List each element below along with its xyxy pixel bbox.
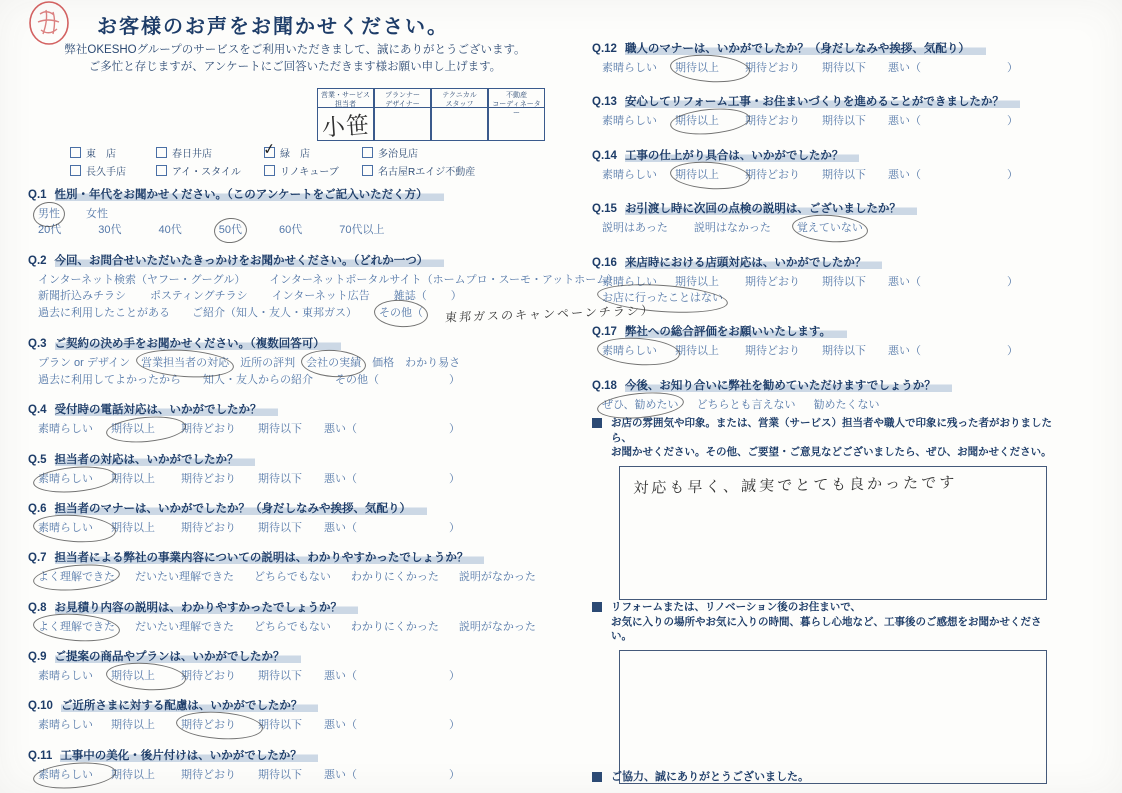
option-label: 知人・友人からの紹介 xyxy=(203,373,313,386)
option-label: インターネット検索（ヤフー・グーグル） xyxy=(38,273,246,286)
checkbox xyxy=(156,147,167,158)
question-number: Q.8 xyxy=(28,601,47,614)
question-title xyxy=(28,747,460,763)
option-label: 期待以上 xyxy=(675,345,719,358)
option-label: 悪い（ xyxy=(888,115,921,128)
option-label: ） xyxy=(449,472,460,485)
question-options xyxy=(28,669,460,684)
option-label: 素晴らしい xyxy=(602,62,657,74)
option-label: 素晴らしい xyxy=(602,115,657,128)
question-options xyxy=(592,168,1018,183)
question-text: ご近所さまに対する配慮は、いかがでしたか？ xyxy=(61,700,319,712)
circled-option: 素晴らしい xyxy=(38,768,111,783)
option-row xyxy=(602,398,1018,413)
option-row xyxy=(38,207,460,222)
circled-option: 覚えていない xyxy=(797,221,863,236)
question-number: Q.6 xyxy=(28,502,47,515)
circled-option: 期待以上 xyxy=(675,168,745,183)
option-label: ） xyxy=(1007,62,1018,74)
option-label: 説明がなかった xyxy=(458,620,536,633)
question-options xyxy=(28,207,460,239)
staff-column-header xyxy=(374,88,431,108)
store-option xyxy=(264,163,348,178)
store-option xyxy=(70,145,142,160)
circled-option: 素晴らしい xyxy=(38,472,111,487)
staff-column-header xyxy=(431,88,488,108)
option-row xyxy=(38,373,460,388)
circled-option: 素晴らしい xyxy=(38,521,111,536)
question-title xyxy=(592,200,1018,216)
question-title xyxy=(28,549,469,565)
option-label: 期待以下 xyxy=(822,168,866,181)
option-label: 期待以上 xyxy=(111,472,155,485)
handwritten-staff-name: 小笹 xyxy=(320,111,371,141)
question-q10 xyxy=(28,697,460,733)
comment-box-after-renovation xyxy=(619,650,1047,784)
option-label: 悪い（ xyxy=(324,719,357,732)
store-option xyxy=(362,163,475,178)
question-q17 xyxy=(592,323,1018,359)
checkbox xyxy=(261,140,277,159)
option-row xyxy=(38,302,656,325)
store-label: 長久手店 xyxy=(86,167,126,178)
option-label: 期待以下 xyxy=(822,345,866,358)
option-label: 素晴らしい xyxy=(38,670,93,683)
section2-line1: リフォームまたは、リノベーション後のお住まいで、 xyxy=(611,601,862,613)
question-q12 xyxy=(592,40,1018,76)
question-number: Q.13 xyxy=(592,96,617,109)
question-number: Q.7 xyxy=(28,552,47,565)
question-options xyxy=(28,620,536,635)
circled-option: 期待以上 xyxy=(111,422,181,437)
question-number: Q.5 xyxy=(28,453,47,466)
option-label: 素晴らしい xyxy=(602,168,657,181)
option-label: 期待どおり xyxy=(745,168,800,181)
store-option xyxy=(70,163,142,178)
handwritten-comment-empty xyxy=(634,654,1032,661)
question-q7 xyxy=(28,549,536,585)
question-q6 xyxy=(28,500,460,536)
staff-table xyxy=(317,88,545,141)
checkbox xyxy=(362,165,373,176)
comment-section-impressions xyxy=(592,416,1052,600)
comment-box-impressions xyxy=(619,466,1047,600)
section1-line1: お店の雰囲気や印象。または、営業（サービス）担当者や職人で印象に残った者がおりましたら、 xyxy=(611,417,1052,444)
question-text: 来店時における店頭対応は、いかがでしたか？ xyxy=(625,257,883,269)
store-option xyxy=(156,145,250,160)
option-row xyxy=(38,356,460,371)
questions-right-column xyxy=(592,40,1018,430)
option-row xyxy=(602,291,1018,306)
option-label: 20代 xyxy=(38,224,62,237)
option-label: 期待以下 xyxy=(822,275,866,288)
question-text: 担当者の対応は、いかがでしたか？ xyxy=(55,454,255,466)
question-number: Q.15 xyxy=(592,203,617,216)
question-title xyxy=(28,335,460,351)
store-label: 多治見店 xyxy=(378,149,418,160)
option-label: 60代 xyxy=(279,224,303,237)
option-label: 期待どおり xyxy=(745,345,800,358)
option-label: 勧めたくない xyxy=(813,398,880,411)
option-label: 期待以下 xyxy=(258,719,302,732)
option-row xyxy=(602,168,1018,183)
question-title xyxy=(28,697,460,713)
staff-column-header xyxy=(317,88,374,108)
question-text: 担当者のマナーは、いかがでしたか？（身だしなみや挨拶、気配り） xyxy=(55,503,428,515)
closing-thanks xyxy=(592,768,809,784)
option-label: 期待どおり xyxy=(181,768,236,781)
store-label: 緑 店 xyxy=(280,149,310,160)
question-number: Q.18 xyxy=(592,379,617,392)
question-options xyxy=(592,114,1018,129)
question-title xyxy=(28,599,460,615)
question-text: お見積り内容の説明は、わかりやすかったでしょうか？ xyxy=(55,602,359,614)
staff-header-line: プランナー xyxy=(385,92,420,99)
option-label: 雑誌（ xyxy=(393,290,427,303)
checkbox xyxy=(70,147,81,158)
handwritten-comment: 対応も早く、誠実でとても良かったです xyxy=(632,474,958,498)
square-bullet-icon xyxy=(592,418,602,428)
option-label: 期待以上 xyxy=(675,275,719,288)
staff-name-cell xyxy=(374,108,431,141)
option-label: 期待以下 xyxy=(258,472,302,485)
question-title xyxy=(592,377,1018,393)
square-bullet-icon xyxy=(592,602,602,612)
checkbox xyxy=(264,165,275,176)
option-label: 70代以上 xyxy=(339,224,385,237)
question-number: Q.14 xyxy=(592,149,617,162)
question-title xyxy=(28,186,460,202)
option-label: どちらでもない xyxy=(254,620,331,633)
option-label: 30代 xyxy=(98,224,122,237)
option-row xyxy=(602,221,1018,236)
option-label: わかり易さ xyxy=(405,357,461,370)
question-options xyxy=(592,344,1018,359)
circled-option: ぜひ、勧めたい xyxy=(602,398,679,413)
option-label: プラン or デザイン xyxy=(38,357,131,370)
staff-header-line: デザイナー xyxy=(385,101,420,109)
question-title xyxy=(28,648,460,664)
option-label: 期待どおり xyxy=(745,115,800,128)
question-text: 弊社への総合評価をお願いいたします。 xyxy=(625,326,847,338)
question-text: 工事中の美化・後片付けは、いかがでしたか？ xyxy=(60,750,318,762)
option-label: ） xyxy=(450,290,462,303)
option-label: 価格 xyxy=(372,357,395,370)
page-title: お客様のお声をお聞かせください。 xyxy=(97,16,449,38)
question-title xyxy=(28,500,460,516)
option-row xyxy=(38,768,460,783)
question-number: Q.10 xyxy=(28,700,53,713)
handwritten-answer: 東邦ガスのキャンペーンチラシ） xyxy=(444,302,656,325)
option-label: 期待どおり xyxy=(181,670,236,683)
option-label: 期待以上 xyxy=(111,719,155,732)
option-row xyxy=(38,273,619,288)
staff-header-line: テクニカル xyxy=(442,92,477,99)
option-label: どちらでもない xyxy=(254,571,331,584)
intro-line-1: 弊社OKESHOグループのサービスをご利用いただきまして、誠にありがとうございます。 xyxy=(64,44,526,56)
question-text: ご提案の商品やプランは、いかがでしたか？ xyxy=(55,651,301,663)
question-text: ご契約の決め手をお聞かせください。（複数回答可） xyxy=(55,338,341,350)
question-text: 工事の仕上がり具合は、いかがでしたか？ xyxy=(625,150,860,162)
question-title xyxy=(28,252,460,268)
question-number: Q.3 xyxy=(28,338,47,351)
circled-option: 男性 xyxy=(38,207,60,222)
staff-header-line: 不動産 xyxy=(506,92,527,99)
circled-option: 50代 xyxy=(219,223,242,238)
option-label: ） xyxy=(1007,115,1018,128)
option-label: 期待どおり xyxy=(745,62,800,74)
option-label: 悪い（ xyxy=(888,345,921,358)
option-label: 過去に利用したことがある xyxy=(38,306,170,319)
question-number: Q.1 xyxy=(28,189,47,201)
option-label: その他（ xyxy=(335,373,379,386)
option-label: インターネットポータルサイト（ホームプロ・スーモ・アットホーム） xyxy=(269,273,619,286)
square-bullet-icon xyxy=(592,772,602,782)
intro-line-2: ご多忙と存じますが、アンケートにご回答いただきます様お願い申し上げます。 xyxy=(88,60,502,73)
circled-option: よく理解できた xyxy=(38,620,115,635)
question-options xyxy=(28,521,460,536)
question-number: Q.12 xyxy=(592,43,617,55)
option-label: ） xyxy=(449,521,460,534)
option-label: 近所の評判 xyxy=(240,357,296,370)
question-number: Q.16 xyxy=(592,256,617,269)
section1-prompt xyxy=(611,416,1052,460)
option-row xyxy=(38,669,460,684)
staff-name-cell xyxy=(317,108,374,141)
question-q14 xyxy=(592,147,1018,183)
staff-column-header xyxy=(488,88,545,118)
option-row xyxy=(38,718,460,733)
option-row xyxy=(38,521,460,536)
comment-section-after-renovation xyxy=(592,600,1052,784)
option-row xyxy=(602,61,1018,76)
option-label: 期待以下 xyxy=(258,670,302,683)
question-title xyxy=(592,93,1018,109)
question-q13 xyxy=(592,93,1018,129)
store-label: アイ・スタイル xyxy=(172,167,241,178)
question-text: 安心してリフォーム工事・お住まいづくりを進めることができましたか？ xyxy=(625,96,1020,108)
question-q3 xyxy=(28,335,460,388)
option-label: どちらとも言えない xyxy=(696,398,796,411)
circled-option: お店に行ったことはない xyxy=(602,291,723,306)
option-label: ） xyxy=(449,719,460,732)
question-options xyxy=(592,221,1018,236)
option-label: 期待以上 xyxy=(111,768,155,781)
store-label: 名古屋Rエイジ不動産 xyxy=(378,167,476,178)
option-label: ） xyxy=(1007,168,1018,181)
option-label: ご紹介（知人・友人・東邦ガス） xyxy=(192,306,357,319)
checkbox xyxy=(156,165,167,176)
question-number: Q.2 xyxy=(28,254,47,267)
option-label: 悪い（ xyxy=(324,670,357,683)
option-label: 悪い（ xyxy=(324,423,357,436)
option-label: ポスティングチラシ xyxy=(150,290,248,303)
option-label: 期待どおり xyxy=(181,521,236,534)
circled-option: その他（ xyxy=(379,306,423,321)
option-label: 期待どおり xyxy=(181,472,236,485)
question-options xyxy=(28,768,460,783)
option-label: 悪い（ xyxy=(888,168,921,181)
section2-prompt xyxy=(611,600,1052,644)
question-options xyxy=(28,472,460,487)
question-title xyxy=(28,401,460,417)
store-label: リノキューブ xyxy=(280,167,339,178)
question-options xyxy=(28,356,460,388)
option-label: 悪い（ xyxy=(888,62,921,74)
question-title xyxy=(592,40,1018,56)
question-text: 受付時の電話対応は、いかがでしたか？ xyxy=(55,404,278,416)
option-label: 期待どおり xyxy=(181,423,236,436)
option-row xyxy=(38,620,536,635)
staff-table-body xyxy=(317,108,545,141)
store-option xyxy=(362,145,475,160)
question-q1 xyxy=(28,186,460,239)
option-label: わかりにくかった xyxy=(350,620,439,633)
option-label: ） xyxy=(1007,275,1018,288)
option-label: ） xyxy=(449,373,460,386)
option-label: 期待以下 xyxy=(258,768,302,781)
question-title xyxy=(592,147,1018,163)
question-q5 xyxy=(28,451,460,487)
option-row xyxy=(38,570,536,585)
question-number: Q.11 xyxy=(28,749,53,762)
option-label: 期待以下 xyxy=(822,115,866,128)
handwritten-checkmark: ✓ xyxy=(261,140,277,159)
question-q9 xyxy=(28,648,460,684)
option-label: 悪い（ xyxy=(324,521,357,534)
checkbox xyxy=(70,165,81,176)
store-label: 春日井店 xyxy=(172,149,212,160)
intro-text xyxy=(35,42,555,75)
circled-option: 期待以上 xyxy=(675,61,745,76)
question-text: 担当者による弊社の事業内容についての説明は、わかりやすかったでしょうか？ xyxy=(55,552,485,564)
question-q4 xyxy=(28,401,460,437)
option-label: だいたい理解できた xyxy=(135,620,234,633)
option-label: インターネット広告 xyxy=(271,290,370,303)
staff-name-cell xyxy=(488,108,545,141)
staff-header-line: 営業・サービス xyxy=(321,92,370,99)
checkbox xyxy=(362,147,373,158)
option-label: 素晴らしい xyxy=(602,275,657,288)
circled-option: よく理解できた xyxy=(38,570,115,585)
option-label: 過去に利用してよかったから xyxy=(38,373,181,386)
option-label: 説明はあった xyxy=(602,222,668,235)
option-label: ） xyxy=(449,423,460,436)
option-label: 悪い（ xyxy=(888,275,921,288)
question-q16 xyxy=(592,254,1018,307)
staff-header-line: スタッフ xyxy=(445,101,474,109)
question-options xyxy=(28,570,536,585)
store-option xyxy=(156,163,250,178)
staff-header-line: 担当者 xyxy=(335,101,356,109)
option-row xyxy=(38,472,460,487)
option-label: 素晴らしい xyxy=(38,423,93,436)
option-label: ） xyxy=(449,768,460,781)
option-label: 新聞折込みチラシ xyxy=(38,290,126,303)
closing-thanks-text: ご協力、誠にありがとうございました。 xyxy=(611,771,809,783)
option-row xyxy=(602,114,1018,129)
question-number: Q.17 xyxy=(592,326,617,339)
store-checkboxes xyxy=(70,140,476,178)
question-title xyxy=(28,451,460,467)
store-label: 東 店 xyxy=(86,149,116,160)
question-number: Q.9 xyxy=(28,651,47,664)
question-q8 xyxy=(28,599,536,635)
staff-name-cell xyxy=(431,108,488,141)
store-option xyxy=(261,140,348,160)
question-text: お引渡し時に次回の点検の説明は、ございましたか？ xyxy=(625,203,917,215)
question-q18 xyxy=(592,377,1018,413)
question-options xyxy=(28,422,460,437)
option-row xyxy=(602,344,1018,359)
option-label: 素晴らしい xyxy=(38,719,93,732)
question-text: 性別・年代をお聞かせください。（このアンケートをご記入いただく方） xyxy=(55,189,444,201)
option-label: 悪い（ xyxy=(324,472,357,485)
option-label: 女性 xyxy=(86,208,108,220)
question-options xyxy=(592,61,1018,76)
question-title xyxy=(592,323,1018,339)
question-text: 今後、お知り合いに弊社を勧めていただけますでしょうか？ xyxy=(625,380,952,392)
option-label: 期待以下 xyxy=(258,521,302,534)
question-text: 職人のマナーは、いかがでしたか？（身だしなみや挨拶、気配り） xyxy=(625,43,986,55)
circled-option: 期待以上 xyxy=(675,114,745,129)
question-options xyxy=(592,398,1018,413)
section2-line2: お気に入りの場所やお気に入りの時間、暮らし心地など、工事後のご感想をお聞かせください。 xyxy=(611,615,1042,643)
circled-option: 期待どおり xyxy=(181,718,258,733)
circled-option: 会社の実績 xyxy=(306,356,361,371)
section1-line2: お聞かせください。その他、ご要望・ご意見などございましたら、ぜひ、お聞かせください。 xyxy=(611,446,1052,459)
option-label: 期待どおり xyxy=(745,275,800,288)
circled-option: 素晴らしい xyxy=(602,344,675,359)
option-label: 40代 xyxy=(158,224,182,237)
option-row xyxy=(602,275,1018,290)
question-number: Q.4 xyxy=(28,404,47,417)
staff-header-line: コーディネーター xyxy=(492,101,541,118)
circled-option: 営業担当者の対応 xyxy=(141,356,229,371)
option-label: 説明はなかった xyxy=(693,222,771,235)
option-label: わかりにくかった xyxy=(350,571,439,584)
question-options xyxy=(592,275,1018,307)
option-label: 期待以下 xyxy=(258,423,302,436)
option-label: 期待以下 xyxy=(822,62,866,74)
question-q15 xyxy=(592,200,1018,236)
question-title xyxy=(592,254,1018,270)
option-row xyxy=(38,223,460,238)
option-label: 悪い（ xyxy=(324,768,357,781)
option-label: 説明がなかった xyxy=(458,571,536,584)
option-row xyxy=(38,422,460,437)
question-q11 xyxy=(28,747,460,783)
circled-option: 期待以上 xyxy=(111,669,181,684)
question-options xyxy=(28,718,460,733)
option-row xyxy=(38,289,460,304)
option-label: ） xyxy=(449,670,460,683)
staff-table-head xyxy=(317,88,545,118)
option-label: 期待以上 xyxy=(111,521,155,534)
question-text: 今回、お問合せいただいたきっかけをお聞かせください。（どれか一つ） xyxy=(55,255,445,267)
option-label: ） xyxy=(1007,345,1018,358)
option-label: だいたい理解できた xyxy=(135,571,234,584)
